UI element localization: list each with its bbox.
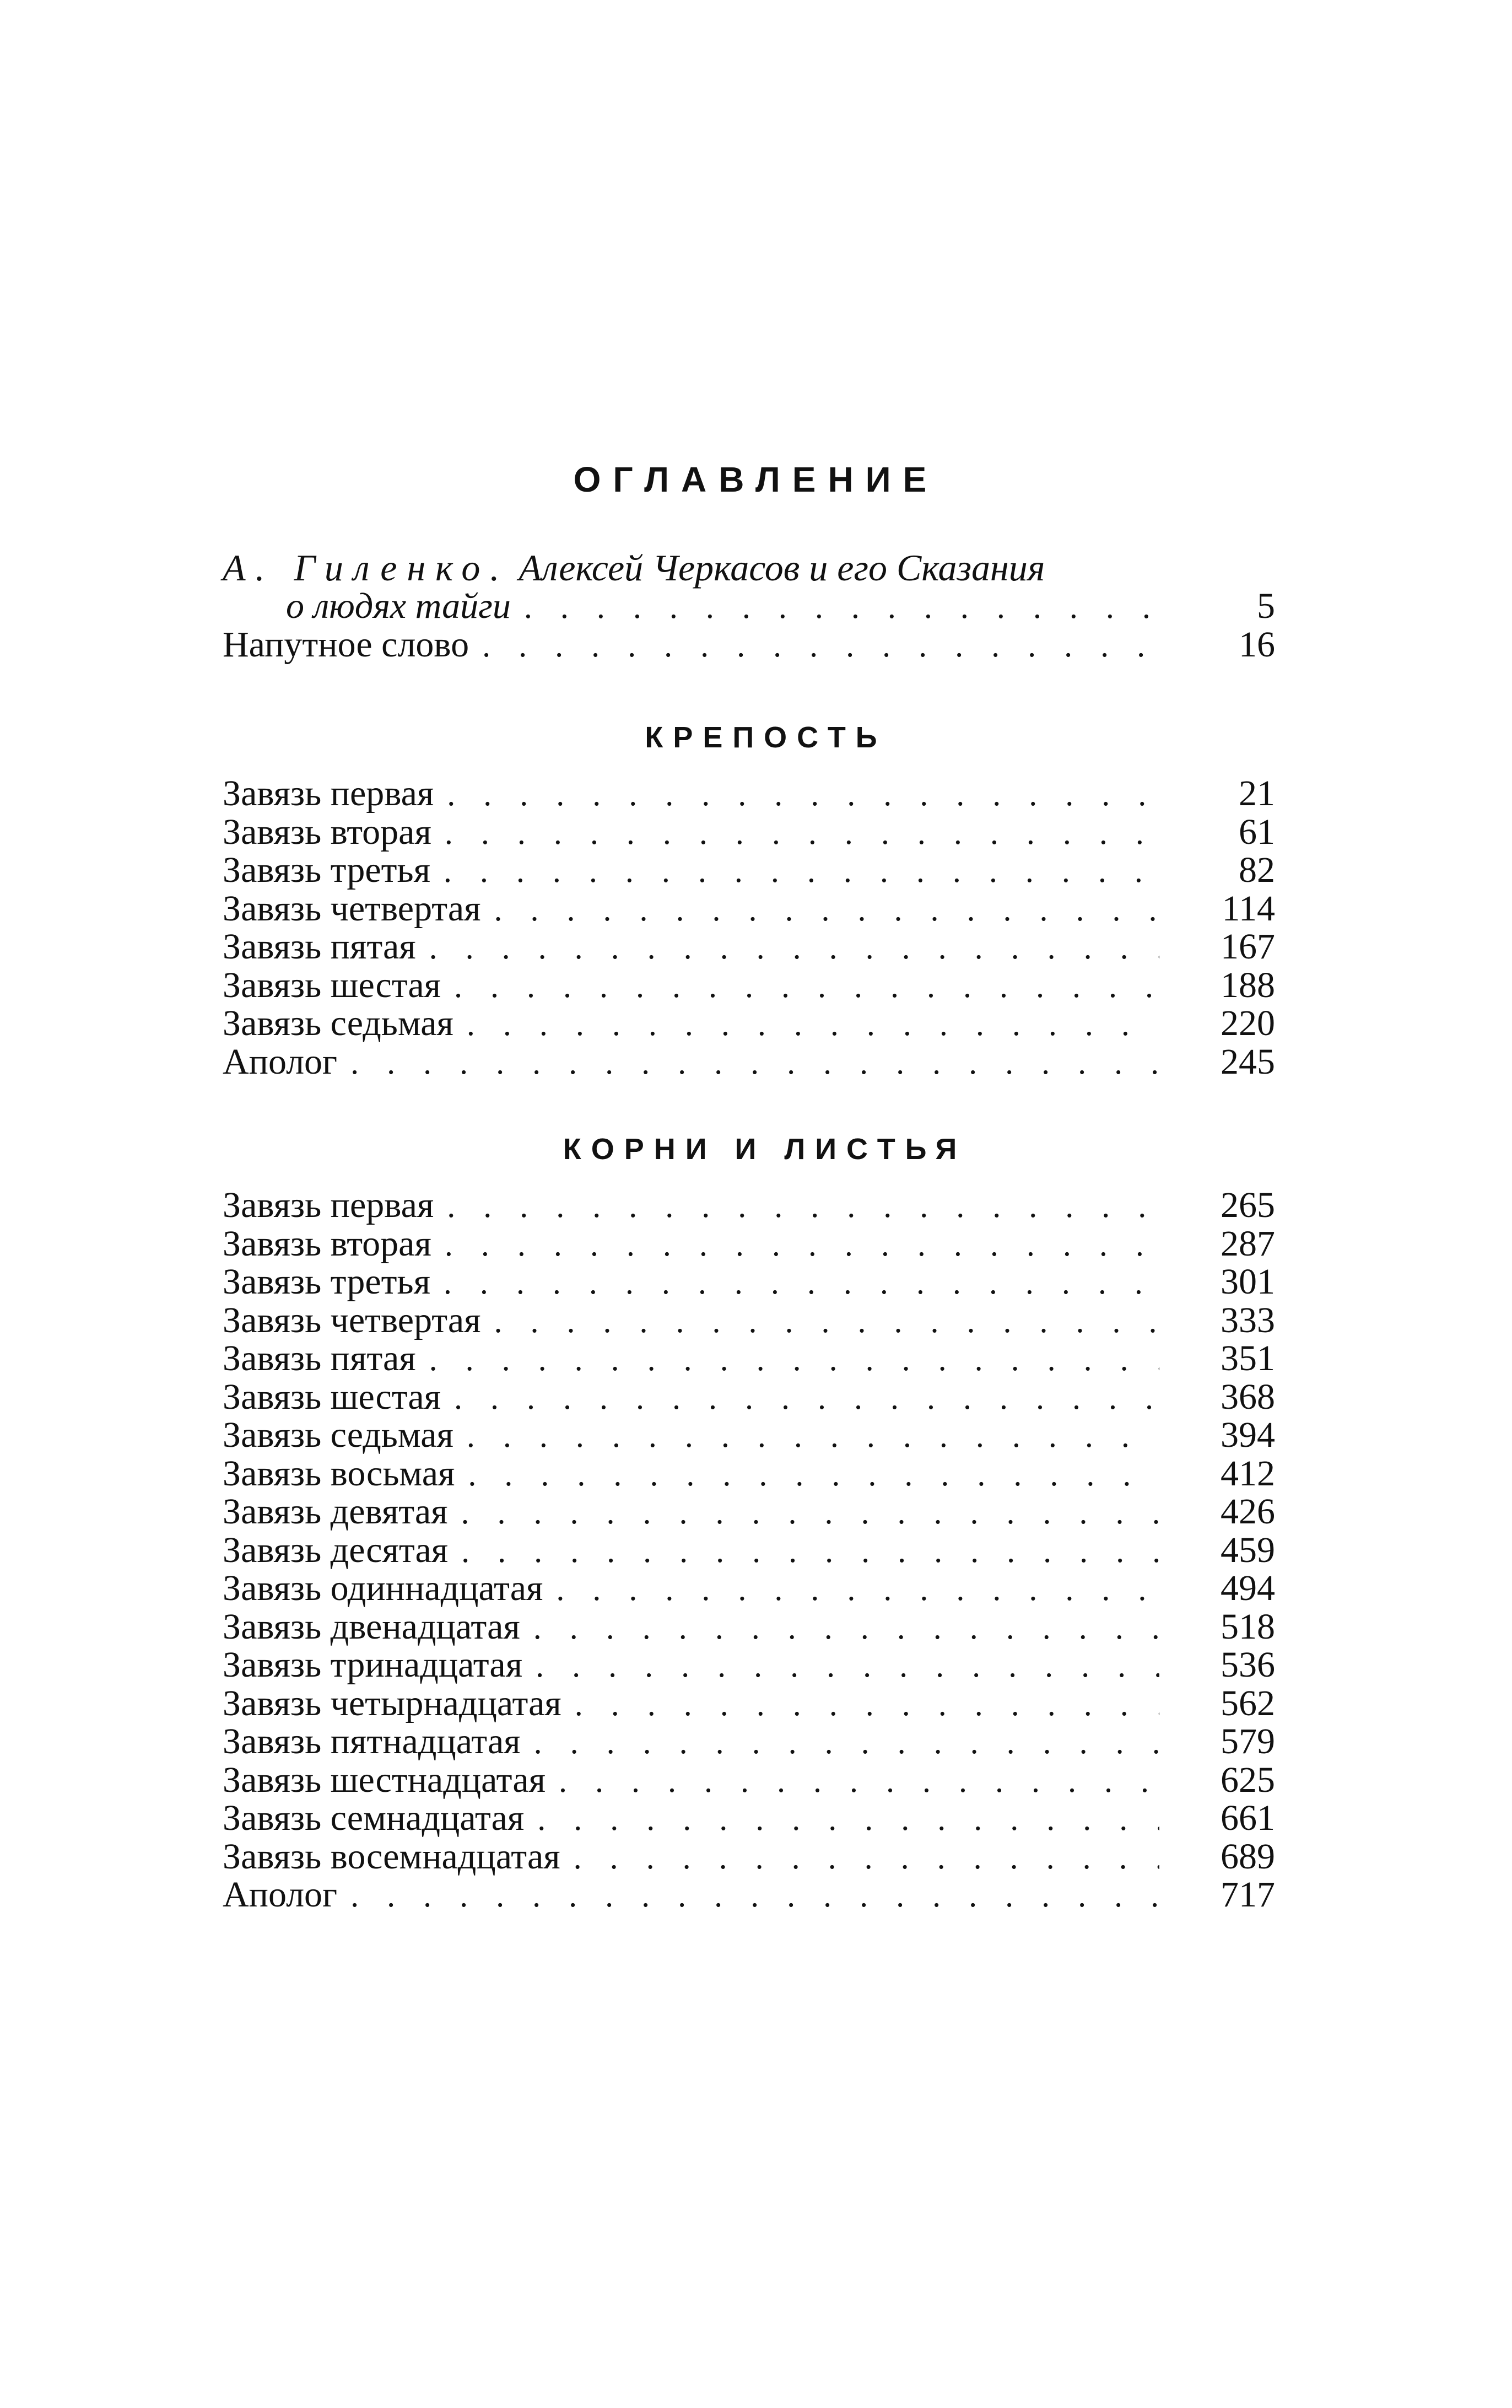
toc-entry-title: Завязь семнадцатая [223, 1798, 525, 1838]
toc-list-fortress [223, 774, 1275, 1081]
dot-leader [337, 1877, 1159, 1915]
toc-entry-title: Завязь девятая [223, 1491, 448, 1532]
dot-leader [430, 852, 1159, 891]
intro-title-line1: Алексей Черкасов и его Сказания [519, 547, 1045, 589]
toc-entry-title: Завязь первая [223, 1185, 434, 1225]
dot-leader [520, 1609, 1159, 1647]
dot-leader [431, 814, 1159, 853]
toc-entry-title: Завязь седьмая [223, 1003, 453, 1043]
toc-entry-page: 287 [1221, 1223, 1275, 1264]
toc-entry-page: 562 [1221, 1683, 1275, 1723]
toc-entry[interactable] [223, 1186, 1275, 1225]
toc-entry-title: Завязь восьмая [223, 1453, 455, 1494]
toc-entry-title: Завязь четвертая [223, 1300, 481, 1340]
dot-leader [521, 1723, 1159, 1762]
dot-leader [453, 1417, 1159, 1456]
dot-leader [481, 891, 1159, 929]
toc-list-roots-and-leaves [223, 1186, 1275, 1914]
dot-leader [416, 929, 1159, 967]
toc-entry-title: Завязь тринадцатая [223, 1645, 523, 1685]
dot-leader [448, 1494, 1159, 1532]
toc-entry[interactable] [223, 1301, 1275, 1340]
toc-entry[interactable] [223, 813, 1275, 852]
page-title: ОГЛАВЛЕНИЕ [573, 460, 939, 499]
toc-entry[interactable] [223, 1608, 1275, 1646]
intro-author-line [223, 548, 1275, 587]
toc-entry[interactable] [223, 1493, 1275, 1531]
toc-entry-page: 412 [1221, 1453, 1275, 1494]
dot-leader [430, 1264, 1159, 1302]
intro-block [223, 548, 1275, 664]
toc-entry-page: 16 [1239, 624, 1275, 665]
toc-entry-title: Завязь первая [223, 773, 434, 814]
toc-entry[interactable] [223, 1416, 1275, 1455]
toc-entry-page: 536 [1221, 1645, 1275, 1685]
toc-entry[interactable] [223, 1004, 1275, 1043]
toc-entry-title: Завязь шестая [223, 1376, 441, 1417]
toc-entry-page: 301 [1221, 1262, 1275, 1302]
toc-entry-page: 518 [1221, 1606, 1275, 1647]
toc-entry[interactable] [223, 890, 1275, 928]
dot-leader [522, 1647, 1159, 1685]
toc-entry-page: 351 [1221, 1338, 1275, 1378]
toc-entry[interactable] [223, 1455, 1275, 1493]
toc-entry[interactable] [223, 1722, 1275, 1761]
toc-entry-page: 494 [1221, 1568, 1275, 1608]
toc-entry[interactable] [223, 966, 1275, 1005]
toc-entry-title: Завязь седьмая [223, 1415, 453, 1455]
toc-entry-page: 717 [1221, 1874, 1275, 1915]
dot-leader [561, 1685, 1159, 1724]
toc-entry-title: Завязь четвертая [223, 888, 481, 929]
dot-leader [560, 1839, 1159, 1877]
toc-entry-title: Завязь десятая [223, 1529, 449, 1570]
toc-entry-title: Аполог [223, 1041, 338, 1082]
toc-entry-page: 220 [1221, 1003, 1275, 1043]
toc-entry-title: Аполог [223, 1874, 338, 1915]
toc-entry-page: 188 [1221, 965, 1275, 1005]
toc-entry-page: 21 [1239, 773, 1275, 814]
toc-entry[interactable] [223, 1799, 1275, 1838]
dot-leader [453, 1005, 1159, 1044]
toc-entry-intro[interactable] [223, 587, 1275, 626]
dot-leader [448, 1532, 1159, 1571]
toc-entry[interactable] [223, 1378, 1275, 1416]
toc-entry[interactable] [223, 1569, 1275, 1608]
toc-entry[interactable] [223, 928, 1275, 966]
dot-leader [455, 1456, 1159, 1494]
toc-entry-title: о людях тайги [286, 586, 511, 626]
toc-entry-title: Завязь двенадцатая [223, 1606, 520, 1647]
dot-leader [543, 1570, 1159, 1609]
toc-entry-title: Завязь третья [223, 1262, 430, 1302]
dot-leader [546, 1762, 1159, 1801]
toc-entry-page: 625 [1221, 1759, 1275, 1800]
toc-entry-page: 114 [1222, 888, 1275, 929]
toc-entry-title: Завязь шестая [223, 965, 441, 1005]
dot-leader [434, 1187, 1159, 1226]
toc-entry[interactable] [223, 1761, 1275, 1800]
toc-entry-page: 265 [1221, 1185, 1275, 1225]
toc-entry[interactable] [223, 1225, 1275, 1263]
toc-entry[interactable] [223, 851, 1275, 890]
toc-entry-page: 394 [1221, 1415, 1275, 1455]
toc-entry-title: Завязь пятая [223, 926, 416, 967]
toc-entry-title: Завязь пятнадцатая [223, 1721, 521, 1761]
toc-entry-page: 689 [1221, 1836, 1275, 1877]
toc-entry-page: 661 [1221, 1798, 1275, 1838]
section-title-fortress: КРЕПОСТЬ [645, 721, 887, 754]
toc-entry-title: Завязь четырнадцатая [223, 1683, 561, 1723]
toc-entry-title: Завязь вторая [223, 811, 431, 852]
dot-leader [469, 627, 1159, 665]
toc-entry[interactable] [223, 1339, 1275, 1378]
toc-entry-page: 459 [1221, 1529, 1275, 1570]
toc-entry[interactable] [223, 1043, 1275, 1081]
toc-entry-page: 5 [1257, 586, 1275, 626]
dot-leader [431, 1226, 1159, 1264]
toc-entry[interactable] [223, 1263, 1275, 1301]
toc-entry-title: Завязь шестнадцатая [223, 1759, 546, 1800]
toc-entry-page: 426 [1221, 1491, 1275, 1532]
toc-entry[interactable] [223, 1531, 1275, 1570]
toc-entry-title: Завязь третья [223, 850, 430, 890]
dot-leader [416, 1340, 1159, 1379]
dot-leader [524, 1800, 1159, 1839]
dot-leader [441, 967, 1159, 1006]
intro-author: А. Гиленко. [223, 547, 510, 589]
toc-entry-title: Завязь вторая [223, 1223, 431, 1264]
dot-leader [481, 1302, 1159, 1341]
dot-leader [434, 775, 1159, 814]
toc-entry[interactable] [223, 1876, 1275, 1914]
dot-leader [337, 1044, 1159, 1082]
toc-entry-title: Завязь пятая [223, 1338, 416, 1378]
toc-entry-page: 579 [1221, 1721, 1275, 1761]
dot-leader [441, 1379, 1159, 1418]
toc-entry[interactable] [223, 774, 1275, 813]
toc-entry[interactable] [223, 1684, 1275, 1723]
section-title-roots-and-leaves: КОРНИ И ЛИСТЬЯ [563, 1133, 967, 1166]
toc-entry-page: 368 [1221, 1376, 1275, 1417]
dot-leader [511, 588, 1159, 627]
toc-entry-title: Напутное слово [223, 624, 469, 665]
toc-entry-title: Завязь восемнадцатая [223, 1836, 560, 1877]
toc-entry[interactable] [223, 1838, 1275, 1876]
toc-entry-page: 167 [1221, 926, 1275, 967]
toc-entry-foreword[interactable] [223, 626, 1275, 664]
toc-entry-title: Завязь одиннадцатая [223, 1568, 543, 1608]
toc-entry-page: 82 [1239, 850, 1275, 890]
toc-entry[interactable] [223, 1646, 1275, 1684]
toc-entry-page: 245 [1221, 1041, 1275, 1082]
toc-entry-page: 61 [1239, 811, 1275, 852]
toc-entry-page: 333 [1221, 1300, 1275, 1340]
